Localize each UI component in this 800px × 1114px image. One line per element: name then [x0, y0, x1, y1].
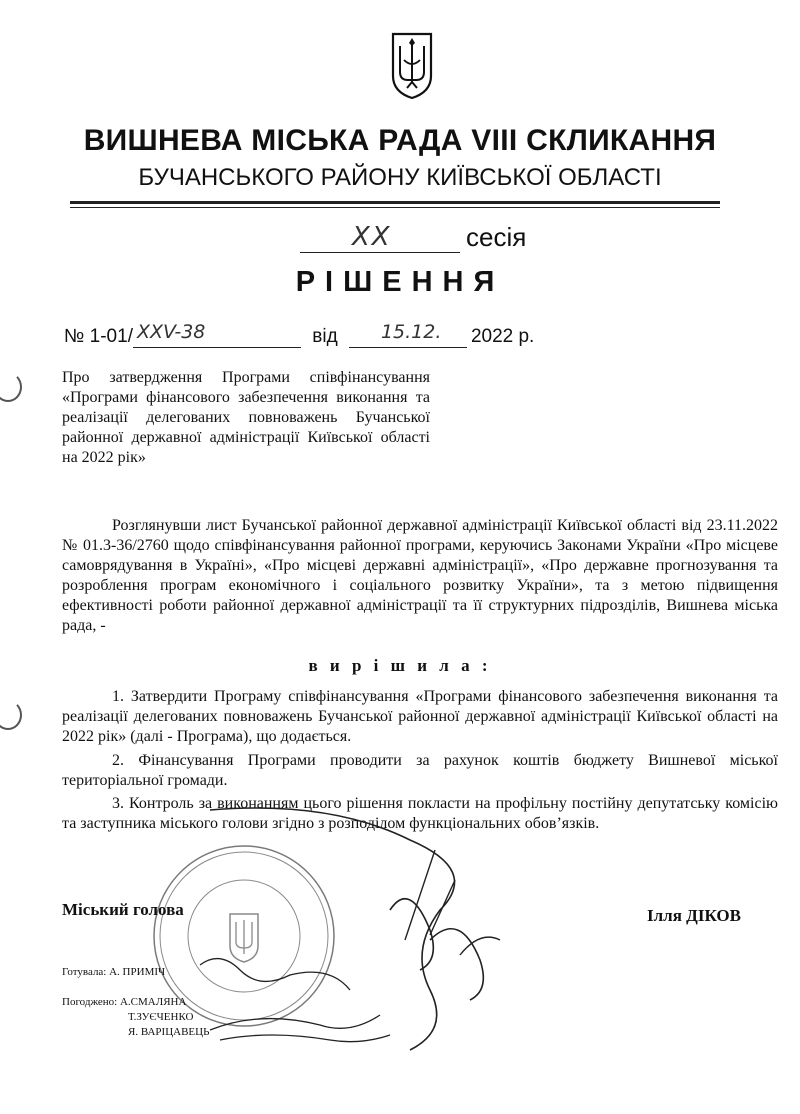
decision-number-field [133, 321, 301, 348]
district-name: БУЧАНСЬКОГО РАЙОНУ КИЇВСЬКОЇ ОБЛАСТІ [138, 164, 662, 191]
coat-of-arms-emblem [390, 30, 434, 100]
signatory-title: Міський голова [62, 900, 184, 919]
decision-title: РІШЕННЯ [295, 266, 505, 298]
handwritten-signatures [180, 790, 700, 1090]
number-prefix: № 1-01/ [64, 326, 133, 347]
session-number-field [300, 222, 460, 253]
session-label: сесія [466, 222, 527, 252]
decision-subject: Про затвердження Програми співфінансування «Програми фінансового забезпечення виконання та реалізації делегованих повноважень Бучанської районної державної адміністрації Київської області на 2022 рік» [62, 369, 430, 466]
punch-hole [0, 700, 22, 730]
decision-number: XXV-38 [136, 321, 206, 343]
date-field [349, 321, 467, 348]
decision-item-3: 3. Контроль за виконанням цього рішення покласти на профільну постійну депутатську комісію та заступника міського голови згідно з розподілом функціональних обов’язків. [62, 795, 778, 832]
agreed-by-1: Погоджено: А.СМАЛЯНА [62, 996, 187, 1008]
punch-hole [0, 372, 22, 402]
header-rule-thick [70, 201, 720, 204]
agreed-by-3: Я. ВАРІЦАВЕЦЬ [128, 1026, 210, 1038]
decision-year: 2022 р. [470, 326, 535, 347]
session-number: XX [352, 222, 392, 252]
council-name: ВИШНЕВА МІСЬКА РАДА VIII СКЛИКАННЯ [83, 124, 717, 157]
decision-item-1: 1. Затвердити Програму співфінансування «Програми фінансового забезпечення виконання та реалізації делегованих повноважень Бучанської районної державної адміністрації Київської області на 2022 рік» (далі - Програма), що додається. [62, 688, 778, 745]
resolved-heading: в и р і ш и л а : [308, 656, 492, 675]
decision-number-row [64, 321, 535, 348]
session-line [300, 222, 526, 253]
signatory-name: Ілля ДІКОВ [647, 906, 741, 925]
date-from-label: від [312, 326, 338, 347]
preamble-paragraph: Розглянувши лист Бучанської районної державної адміністрації Київської області від 23.11.2022 № 01.3-36/2760 щодо співфінансування районної програми, керуючись Законами України «Про місцеве самоврядування в Україні», «Про місцеві державні адміністрації», «Про державне прогнозування та розроблення програм економічного і соціального розвитку України», та з метою підвищення ефективності роботи районної державної адміністрації та її структурних підрозділів, Вишнева міська рада, - [62, 517, 778, 634]
header-rule-thin [70, 207, 720, 208]
decision-date: 15.12. [380, 321, 442, 343]
decision-item-2: 2. Фінансування Програми проводити за рахунок коштів бюджету Вишневої міської територіальної громади. [62, 752, 778, 789]
agreed-by-2: Т.ЗУЄЧЕНКО [128, 1011, 194, 1023]
prepared-by: Готувала: А. ПРИМІЧ [62, 966, 166, 978]
